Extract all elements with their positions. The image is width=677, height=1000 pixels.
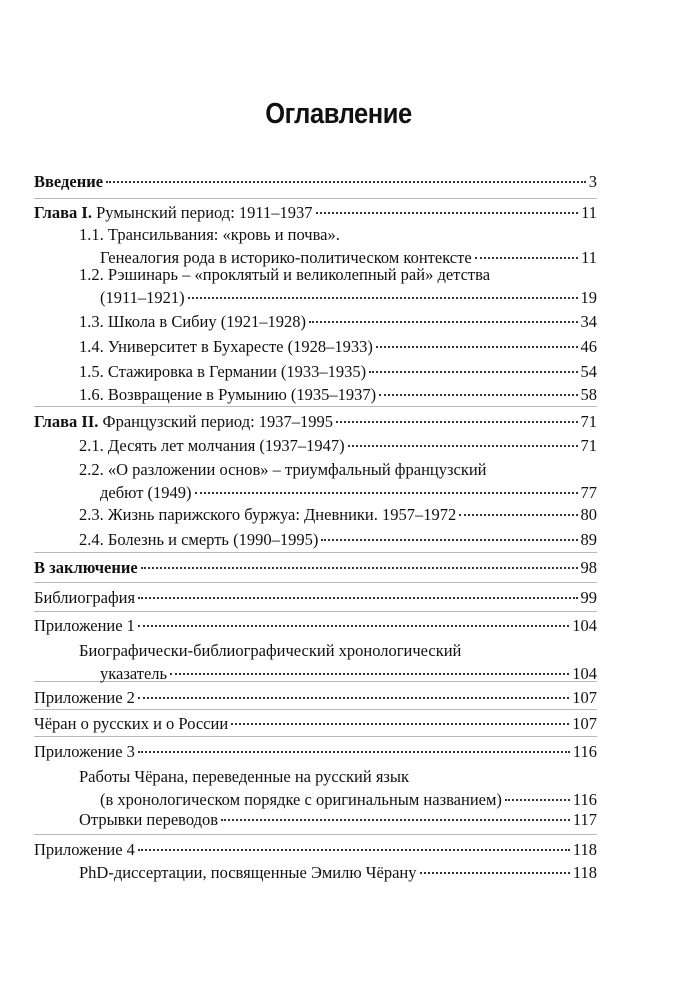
toc-entry-title: 1.1. Трансильвания: «кровь и почва». bbox=[79, 225, 340, 244]
page-number: 71 bbox=[580, 435, 597, 455]
dot-leader bbox=[369, 360, 577, 377]
toc-entry[interactable] bbox=[79, 383, 597, 406]
page-number: 80 bbox=[580, 504, 597, 524]
dot-leader bbox=[420, 861, 570, 878]
dot-leader bbox=[309, 310, 577, 327]
toc-entry[interactable] bbox=[79, 434, 597, 457]
toc-entry[interactable] bbox=[79, 360, 597, 383]
toc-entry[interactable] bbox=[79, 459, 597, 504]
page-number: 104 bbox=[572, 663, 597, 683]
page-number: 104 bbox=[572, 615, 597, 635]
page-number: 89 bbox=[580, 529, 597, 549]
dot-leader bbox=[475, 246, 578, 263]
separator-line bbox=[34, 198, 597, 199]
toc-entry[interactable] bbox=[34, 586, 597, 609]
toc-entry-title: 1.2. Рэшинарь – «проклятый и великолепный рай» детства bbox=[79, 265, 491, 284]
toc-entry-title: 2.1. Десять лет молчания (1937–1947) bbox=[79, 435, 345, 455]
page-number: 77 bbox=[580, 482, 597, 502]
dot-leader bbox=[321, 528, 577, 545]
page-number: 58 bbox=[580, 384, 597, 404]
toc-entry[interactable] bbox=[34, 556, 597, 579]
page-number: 116 bbox=[572, 789, 597, 809]
dot-leader bbox=[376, 335, 578, 352]
toc-entry[interactable] bbox=[79, 528, 597, 551]
page-number: 99 bbox=[580, 587, 597, 607]
toc-entry-title: 1.5. Стажировка в Германии (1933–1935) bbox=[79, 361, 367, 381]
page-number: 11 bbox=[581, 202, 597, 222]
toc-entry[interactable] bbox=[79, 861, 597, 884]
page-number: 98 bbox=[580, 557, 597, 577]
toc-entry-title: Библиография bbox=[34, 587, 136, 607]
toc-entry-title: 2.2. «О разложении основ» – триумфальный французский bbox=[79, 460, 487, 479]
toc-entry[interactable] bbox=[34, 740, 597, 763]
toc-entry[interactable] bbox=[79, 264, 597, 309]
page-number: 54 bbox=[580, 361, 597, 381]
dot-leader bbox=[195, 481, 578, 498]
toc-entry[interactable] bbox=[34, 712, 597, 735]
toc-entry-title: (1911–1921) bbox=[100, 287, 185, 307]
toc-entry-title: Приложение 1 bbox=[34, 615, 135, 635]
toc-entry[interactable] bbox=[34, 201, 597, 224]
toc-entry-title: 2.3. Жизнь парижского буржуа: Дневники. 1957–1972 bbox=[79, 504, 457, 524]
separator-line bbox=[34, 709, 597, 710]
toc-entry-title: 2.4. Болезнь и смерть (1990–1995) bbox=[79, 529, 319, 549]
toc-entry[interactable] bbox=[79, 335, 597, 358]
toc-entry[interactable] bbox=[79, 766, 597, 811]
toc-entry[interactable] bbox=[79, 640, 597, 685]
toc-entry-title: Чёран о русских и о России bbox=[34, 713, 229, 733]
separator-line bbox=[34, 552, 597, 553]
separator-line bbox=[34, 736, 597, 737]
toc-entry-title: PhD-диссертации, посвященные Эмилю Чёрану bbox=[79, 862, 417, 882]
toc-entry[interactable] bbox=[34, 410, 597, 433]
toc-entry-title: 1.3. Школа в Сибиу (1921–1928) bbox=[79, 311, 307, 331]
toc-entry[interactable] bbox=[79, 310, 597, 333]
toc-entry-title: Работы Чёрана, переведенные на русский язык bbox=[79, 767, 410, 786]
dot-leader bbox=[336, 410, 577, 427]
toc-entry[interactable] bbox=[34, 686, 597, 709]
page-number: 107 bbox=[572, 687, 597, 707]
dot-leader bbox=[138, 686, 569, 703]
chapter-prefix: Глава I. bbox=[34, 202, 92, 222]
toc-entry[interactable] bbox=[34, 614, 597, 637]
page-number: 19 bbox=[580, 287, 597, 307]
toc-entry-title: указатель bbox=[100, 663, 168, 683]
toc-entry[interactable] bbox=[79, 503, 597, 526]
dot-leader bbox=[138, 838, 570, 855]
page-number: 116 bbox=[572, 741, 597, 761]
toc-entry-title: Приложение 4 bbox=[34, 839, 135, 859]
toc-entry-title: дебют (1949) bbox=[100, 482, 192, 502]
toc-entry-title: В заключение bbox=[34, 557, 138, 577]
dot-leader bbox=[141, 556, 578, 573]
dot-leader bbox=[170, 662, 569, 679]
toc-entry-title: Французский период: 1937–1995 bbox=[102, 411, 334, 431]
page-number: 46 bbox=[580, 336, 597, 356]
toc-entry-title: Введение bbox=[34, 171, 104, 191]
toc-entry-title: Генеалогия рода в историко-политическом контексте bbox=[100, 247, 472, 267]
separator-line bbox=[34, 582, 597, 583]
page-number: 11 bbox=[581, 247, 597, 267]
page-number: 34 bbox=[580, 311, 597, 331]
toc-entry-title: Отрывки переводов bbox=[79, 809, 219, 829]
toc-entry-title: 1.6. Возвращение в Румынию (1935–1937) bbox=[79, 384, 377, 404]
chapter-prefix: Глава II. bbox=[34, 411, 99, 431]
dot-leader bbox=[316, 201, 579, 218]
dot-leader bbox=[138, 740, 570, 757]
dot-leader bbox=[379, 383, 577, 400]
dot-leader bbox=[138, 614, 569, 631]
dot-leader bbox=[188, 286, 578, 303]
toc-entry-title: (в хронологическом порядке с оригинальным названием) bbox=[100, 789, 502, 809]
page-number: 117 bbox=[572, 809, 597, 829]
toc-entry[interactable] bbox=[79, 224, 597, 269]
page-number: 118 bbox=[572, 862, 597, 882]
toc-entry[interactable] bbox=[34, 170, 597, 193]
page-number: 118 bbox=[572, 839, 597, 859]
toc-entry[interactable] bbox=[79, 808, 597, 831]
dot-leader bbox=[138, 586, 577, 603]
separator-line bbox=[34, 406, 597, 407]
toc-entry-title: 1.4. Университет в Бухаресте (1928–1933) bbox=[79, 336, 373, 356]
dot-leader bbox=[459, 503, 577, 520]
page-number: 71 bbox=[580, 411, 597, 431]
toc-entry-title: Приложение 3 bbox=[34, 741, 135, 761]
dot-leader bbox=[505, 788, 570, 805]
toc-entry-title: Биографически-библиографический хронологический bbox=[79, 641, 462, 660]
dot-leader bbox=[221, 808, 570, 825]
page-title: Оглавление bbox=[265, 98, 412, 130]
toc-entry[interactable] bbox=[34, 838, 597, 861]
dot-leader bbox=[348, 434, 578, 451]
separator-line bbox=[34, 834, 597, 835]
toc-entry-title: Приложение 2 bbox=[34, 687, 135, 707]
separator-line bbox=[34, 611, 597, 612]
dot-leader bbox=[231, 712, 569, 729]
page-number: 3 bbox=[588, 171, 597, 191]
page-number: 107 bbox=[572, 713, 597, 733]
dot-leader bbox=[106, 170, 586, 187]
toc-entry-title: Румынский период: 1911–1937 bbox=[96, 202, 313, 222]
